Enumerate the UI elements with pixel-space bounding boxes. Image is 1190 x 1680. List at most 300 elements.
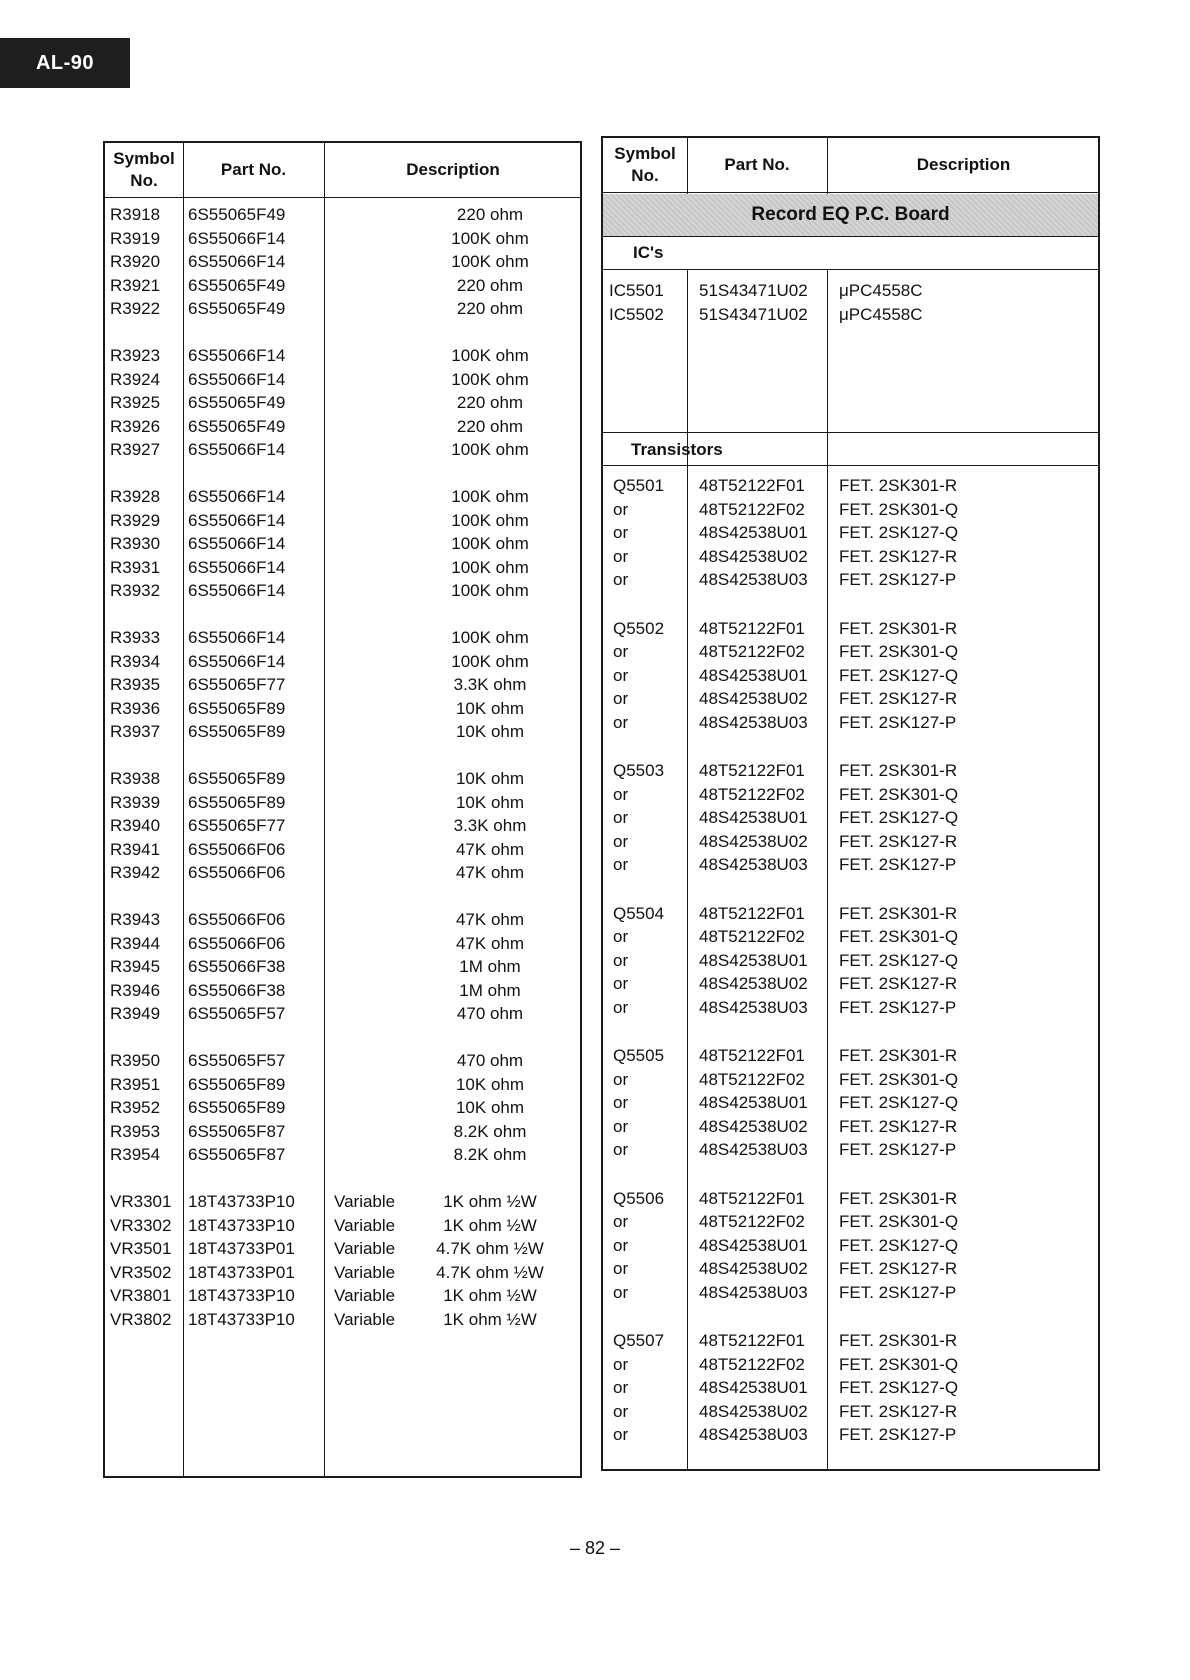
description-cell: 470 ohm — [456, 1051, 524, 1070]
table-row — [603, 949, 1098, 973]
part-no-cell: 48S42538U03 — [699, 997, 808, 1017]
symbol-cell: or — [613, 950, 629, 970]
symbol-cell: or — [613, 831, 629, 851]
symbol-cell: R3935 — [110, 675, 161, 694]
group-spacer — [105, 1167, 580, 1191]
part-no-cell: 6S55066F14 — [188, 651, 286, 671]
table-row — [603, 1138, 1098, 1162]
description-cell: 47K ohm — [455, 863, 525, 882]
symbol-cell: R3945 — [110, 957, 161, 976]
description-cell: 470 ohm — [456, 1004, 524, 1023]
table-row — [105, 1002, 580, 1026]
header-part-no: Part No. — [724, 155, 790, 174]
table-row — [603, 1400, 1098, 1424]
part-no-cell: 51S43471U02 — [699, 304, 808, 324]
description-cell: 220 ohm — [456, 299, 524, 318]
part-no-cell: 48S42538U01 — [699, 665, 808, 685]
description-cell: μPC4558C — [839, 281, 923, 300]
symbol-cell: or — [613, 974, 629, 993]
description-cell: FET. 2SK127-Q — [839, 950, 959, 970]
part-no-cell: 6S55065F89 — [188, 792, 286, 812]
table-row — [105, 908, 580, 932]
symbol-cell: R3921 — [110, 275, 161, 295]
part-no-cell: 6S55066F38 — [188, 980, 286, 1000]
table-row — [105, 1214, 580, 1238]
table-row — [105, 932, 580, 956]
part-no-cell: 51S43471U02 — [699, 281, 808, 300]
table-row — [105, 1073, 580, 1097]
group-spacer — [105, 885, 580, 909]
table-row — [105, 767, 580, 791]
board-title-band: Record EQ P.C. Board — [603, 194, 1098, 236]
symbol-cell: or — [613, 523, 629, 542]
description-cell: FET. 2SK301-R — [839, 903, 958, 923]
description-cell: 100K ohm — [451, 628, 529, 647]
symbol-cell: R3942 — [110, 863, 161, 882]
record-eq-parts-table — [601, 136, 1100, 1471]
description-cell: 220 ohm — [456, 275, 524, 295]
symbol-cell: R3949 — [110, 1004, 161, 1023]
symbol-cell: or — [613, 1116, 629, 1136]
table-row — [105, 438, 580, 462]
table-row — [105, 368, 580, 392]
part-no-cell: 6S55066F14 — [188, 346, 286, 365]
description-cell: 100K ohm — [451, 487, 529, 506]
part-no-cell: 6S55065F49 — [188, 299, 286, 318]
table-row — [603, 711, 1098, 735]
part-no-cell: 48S42538U02 — [699, 1401, 808, 1421]
part-no-cell: 6S55065F77 — [188, 675, 286, 694]
symbol-cell: R3952 — [110, 1098, 161, 1117]
table-row — [603, 1068, 1098, 1092]
symbol-cell: or — [613, 499, 629, 519]
table-row — [603, 1423, 1098, 1447]
table-row — [105, 579, 580, 603]
description-cell: FET. 2SK127-P — [839, 1140, 957, 1159]
table-row — [603, 759, 1098, 783]
table-row — [105, 485, 580, 509]
description-cell: 1M ohm — [459, 957, 521, 976]
table-row — [105, 791, 580, 815]
symbol-cell: Q5501 — [613, 476, 665, 495]
table-row — [105, 1143, 580, 1167]
part-no-cell: 6S55065F89 — [188, 1074, 286, 1094]
table-row — [105, 814, 580, 838]
group-spacer — [603, 877, 1098, 902]
description-cell: FET. 2SK301-R — [839, 1188, 958, 1208]
table-row — [603, 640, 1098, 664]
group-spacer — [105, 462, 580, 486]
table-row — [603, 1115, 1098, 1139]
table-row — [105, 297, 580, 321]
part-no-cell: 48T52122F02 — [699, 1354, 805, 1374]
part-no-cell: 6S55065F49 — [188, 416, 286, 436]
description-cell: FET. 2SK301-R — [839, 618, 958, 638]
symbol-cell: R3936 — [110, 698, 161, 718]
symbol-cell: R3940 — [110, 816, 161, 835]
part-no-cell: 48T52122F01 — [699, 618, 805, 638]
table-row — [603, 617, 1098, 641]
description-cell: FET. 2SK301-Q — [839, 499, 959, 519]
part-no-cell: 48T52122F01 — [699, 1331, 805, 1350]
symbol-cell: VR3302 — [110, 1215, 172, 1235]
part-no-cell: 48T52122F01 — [699, 1188, 805, 1208]
description-cell: FET. 2SK127-R — [839, 689, 958, 708]
table-row — [603, 1091, 1098, 1115]
symbol-cell: R3943 — [110, 910, 161, 929]
symbol-cell: or — [613, 1354, 629, 1374]
description-cell: 100K ohm — [451, 581, 529, 600]
part-no-cell: 48S42538U03 — [699, 570, 808, 589]
page-number: – 82 – — [569, 1538, 621, 1558]
part-no-cell: 6S55066F14 — [188, 510, 286, 530]
symbol-cell: R3928 — [110, 487, 161, 506]
header-symbol: Symbol No. — [614, 144, 676, 185]
part-no-cell: 48T52122F01 — [699, 761, 805, 780]
part-no-cell: 6S55065F77 — [188, 816, 286, 835]
group-spacer — [105, 321, 580, 345]
description-cell: FET. 2SK301-R — [839, 1331, 958, 1350]
part-no-cell: 48T52122F02 — [699, 499, 805, 519]
table-row — [105, 1284, 580, 1308]
symbol-cell: R3944 — [110, 933, 161, 953]
group-spacer — [603, 592, 1098, 617]
description-cell: 1K ohm ½W — [443, 1215, 537, 1235]
description-cell: FET. 2SK301-R — [839, 761, 958, 780]
table-row — [603, 1257, 1098, 1281]
part-no-cell: 6S55066F14 — [188, 581, 286, 600]
table-row — [603, 498, 1098, 522]
part-no-cell: 48S42538U02 — [699, 546, 808, 566]
symbol-cell: R3929 — [110, 510, 161, 530]
table-row — [105, 697, 580, 721]
symbol-cell: R3941 — [110, 839, 161, 859]
symbol-cell: or — [613, 1282, 629, 1302]
symbol-cell: R3938 — [110, 769, 161, 788]
model-tag: AL-90 — [0, 38, 130, 88]
symbol-cell: or — [613, 1425, 629, 1444]
table-row — [105, 203, 580, 227]
part-no-cell: 6S55065F89 — [188, 769, 286, 788]
type-cell: Variable — [334, 1239, 396, 1258]
table-row — [105, 1049, 580, 1073]
part-no-cell: 48T52122F01 — [699, 903, 805, 923]
symbol-cell: R3926 — [110, 416, 161, 436]
description-cell: 1K ohm ½W — [443, 1286, 537, 1305]
table-row — [105, 532, 580, 556]
table-row — [603, 1281, 1098, 1305]
symbol-cell: or — [613, 808, 629, 827]
table-row — [105, 650, 580, 674]
table-row — [603, 830, 1098, 854]
symbol-cell: R3920 — [110, 252, 161, 271]
table-row — [105, 1237, 580, 1261]
description-cell: FET. 2SK127-P — [839, 1282, 957, 1302]
table-row — [603, 1187, 1098, 1211]
description-cell: FET. 2SK127-R — [839, 974, 958, 993]
group-spacer — [603, 1162, 1098, 1187]
symbol-cell: IC5501 — [609, 281, 664, 300]
description-cell: FET. 2SK127-R — [839, 1259, 958, 1278]
symbol-cell: R3927 — [110, 440, 161, 459]
symbol-cell: Q5506 — [613, 1188, 665, 1208]
part-no-cell: 48T52122F01 — [699, 476, 805, 495]
table-row — [105, 1120, 580, 1144]
symbol-cell: VR3502 — [110, 1262, 172, 1282]
description-cell: 100K ohm — [451, 228, 529, 248]
part-no-cell: 6S55066F14 — [188, 534, 286, 553]
description-cell: FET. 2SK127-Q — [839, 808, 959, 827]
part-no-cell: 48S42538U01 — [699, 1235, 808, 1255]
description-cell: 10K ohm — [455, 698, 525, 718]
description-cell: 3.3K ohm — [453, 816, 527, 835]
part-no-cell: 48S42538U01 — [699, 950, 808, 970]
part-no-cell: 48T52122F02 — [699, 784, 805, 804]
part-no-cell: 18T43733P10 — [188, 1286, 295, 1305]
type-cell: Variable — [334, 1262, 396, 1282]
description-cell: 10K ohm — [455, 1098, 525, 1117]
table-row — [105, 673, 580, 697]
part-no-cell: 48S42538U02 — [699, 831, 808, 851]
description-cell: FET. 2SK301-Q — [839, 1354, 959, 1374]
description-cell: 1K ohm ½W — [443, 1309, 537, 1329]
symbol-cell: or — [613, 997, 629, 1017]
part-no-cell: 6S55066F14 — [188, 440, 286, 459]
description-cell: 100K ohm — [451, 369, 529, 389]
table-row — [603, 1329, 1098, 1353]
table-row — [105, 509, 580, 533]
description-cell: FET. 2SK127-P — [839, 712, 957, 732]
table-row — [105, 250, 580, 274]
description-cell: 220 ohm — [456, 416, 524, 436]
group-spacer — [603, 1304, 1098, 1329]
table-row — [603, 783, 1098, 807]
description-cell: 1K ohm ½W — [443, 1192, 537, 1211]
part-no-cell: 6S55066F14 — [188, 252, 286, 271]
part-no-cell: 48S42538U02 — [699, 1116, 808, 1136]
symbol-cell: R3939 — [110, 792, 161, 812]
ics-section-label: IC's — [633, 243, 664, 262]
description-cell: 47K ohm — [455, 933, 525, 953]
symbol-cell: VR3301 — [110, 1192, 172, 1211]
description-cell: FET. 2SK127-R — [839, 546, 958, 566]
table-row — [105, 1261, 580, 1285]
description-cell: 100K ohm — [451, 510, 529, 530]
group-spacer — [105, 1026, 580, 1050]
type-cell: Variable — [334, 1286, 396, 1305]
description-cell: 220 ohm — [456, 205, 524, 224]
description-cell: FET. 2SK127-Q — [839, 1235, 959, 1255]
part-no-cell: 6S55066F14 — [188, 487, 286, 506]
ics-body — [603, 279, 1098, 326]
table-row — [603, 1376, 1098, 1400]
header-description: Description — [916, 155, 1011, 174]
symbol-cell: Q5503 — [613, 761, 665, 780]
part-no-cell: 6S55065F49 — [188, 205, 286, 224]
part-no-cell: 6S55066F06 — [188, 933, 286, 953]
part-no-cell: 48T52122F01 — [699, 1046, 805, 1065]
description-cell: 100K ohm — [451, 557, 529, 577]
table-row — [603, 664, 1098, 688]
symbol-cell: or — [613, 1235, 629, 1255]
symbol-cell: or — [613, 665, 629, 685]
description-cell: FET. 2SK301-R — [839, 476, 958, 495]
symbol-cell: VR3801 — [110, 1286, 172, 1305]
description-cell: 8.2K ohm — [453, 1145, 527, 1164]
part-no-cell: 6S55065F89 — [188, 698, 286, 718]
part-no-cell: 48S42538U01 — [699, 808, 808, 827]
symbol-cell: or — [613, 1140, 629, 1159]
description-cell: FET. 2SK301-Q — [839, 784, 959, 804]
table-row — [603, 303, 1098, 327]
table-row — [603, 1353, 1098, 1377]
symbol-cell: R3930 — [110, 534, 161, 553]
symbol-cell: R3946 — [110, 980, 161, 1000]
part-no-cell: 48T52122F02 — [699, 1069, 805, 1089]
symbol-cell: or — [613, 1259, 629, 1278]
transistors-body — [603, 474, 1098, 1447]
part-no-cell: 48S42538U02 — [699, 689, 808, 708]
part-no-cell: 48T52122F02 — [699, 1212, 805, 1231]
symbol-cell: VR3501 — [110, 1239, 172, 1258]
part-no-cell: 6S55065F89 — [188, 722, 286, 741]
symbol-cell: Q5502 — [613, 618, 665, 638]
table-row — [105, 415, 580, 439]
table-row — [603, 687, 1098, 711]
description-cell: 47K ohm — [455, 839, 525, 859]
symbol-cell: R3925 — [110, 393, 161, 412]
table-row — [603, 279, 1098, 303]
part-no-cell: 48S42538U03 — [699, 1140, 808, 1159]
table-row — [105, 1096, 580, 1120]
description-cell: 10K ohm — [455, 769, 525, 788]
description-cell: 100K ohm — [451, 651, 529, 671]
part-no-cell: 18T43733P10 — [188, 1309, 295, 1329]
description-cell: FET. 2SK127-Q — [839, 665, 959, 685]
type-cell: Variable — [334, 1192, 396, 1211]
type-cell: Variable — [334, 1309, 396, 1329]
description-cell: FET. 2SK127-P — [839, 997, 957, 1017]
part-no-cell: 48S42538U03 — [699, 1425, 808, 1444]
description-cell: FET. 2SK127-P — [839, 855, 957, 874]
table-row — [105, 344, 580, 368]
part-no-cell: 48S42538U03 — [699, 855, 808, 874]
part-no-cell: 48S42538U01 — [699, 523, 808, 542]
description-cell: FET. 2SK127-P — [839, 570, 957, 589]
symbol-cell: or — [613, 712, 629, 732]
part-no-cell: 6S55065F49 — [188, 393, 286, 412]
part-no-cell: 6S55065F87 — [188, 1145, 286, 1164]
table-row — [105, 861, 580, 885]
part-no-cell: 6S55065F57 — [188, 1051, 286, 1070]
part-no-cell: 6S55066F06 — [188, 863, 286, 882]
description-cell: FET. 2SK301-R — [839, 1046, 958, 1065]
symbol-cell: R3922 — [110, 299, 161, 318]
description-cell: FET. 2SK301-Q — [839, 642, 959, 661]
description-cell: 100K ohm — [451, 534, 529, 553]
symbol-cell: or — [613, 1378, 629, 1397]
symbol-cell: or — [613, 546, 629, 566]
symbol-cell: Q5507 — [613, 1331, 665, 1350]
description-cell: μPC4558C — [839, 304, 923, 324]
description-cell: 1M ohm — [459, 980, 521, 1000]
symbol-cell: or — [613, 1401, 629, 1421]
symbol-cell: R3951 — [110, 1074, 161, 1094]
part-no-cell: 6S55066F06 — [188, 839, 286, 859]
table-row — [603, 996, 1098, 1020]
part-no-cell: 6S55065F89 — [188, 1098, 286, 1117]
symbol-cell: VR3802 — [110, 1309, 172, 1329]
symbol-cell: R3919 — [110, 228, 161, 248]
part-no-cell: 48S42538U03 — [699, 1282, 808, 1302]
description-cell: FET. 2SK127-R — [839, 1116, 958, 1136]
symbol-cell: R3937 — [110, 722, 161, 741]
table-row — [105, 720, 580, 744]
description-cell: 100K ohm — [451, 440, 529, 459]
part-no-cell: 18T43733P10 — [188, 1192, 295, 1211]
table-row — [105, 955, 580, 979]
description-cell: FET. 2SK301-Q — [839, 1069, 959, 1089]
table-row — [603, 1234, 1098, 1258]
table-row — [105, 556, 580, 580]
table-row — [603, 806, 1098, 830]
resistor-parts-table — [103, 141, 582, 1478]
part-no-cell: 48S42538U01 — [699, 1093, 808, 1112]
table-row — [105, 1308, 580, 1332]
symbol-cell: R3918 — [110, 205, 161, 224]
header-description: Description — [406, 160, 500, 179]
table-row — [603, 568, 1098, 592]
type-cell: Variable — [334, 1215, 396, 1235]
table-row — [105, 1190, 580, 1214]
group-spacer — [603, 1019, 1098, 1044]
symbol-cell: R3933 — [110, 628, 161, 647]
description-cell: 4.7K ohm ½W — [436, 1239, 544, 1258]
description-cell: FET. 2SK127-Q — [839, 523, 959, 542]
symbol-cell: or — [613, 927, 629, 946]
table-row — [603, 545, 1098, 569]
table-row — [603, 925, 1098, 949]
part-no-cell: 48S42538U02 — [699, 974, 808, 993]
table-row — [603, 521, 1098, 545]
transistors-section-label: Transistors — [631, 440, 723, 459]
symbol-cell: R3934 — [110, 651, 161, 671]
part-no-cell: 6S55066F14 — [188, 369, 286, 389]
description-cell: FET. 2SK127-Q — [839, 1378, 959, 1397]
part-no-cell: 6S55066F14 — [188, 228, 286, 248]
description-cell: FET. 2SK127-Q — [839, 1093, 959, 1112]
description-cell: 220 ohm — [456, 393, 524, 412]
symbol-cell: R3931 — [110, 557, 161, 577]
table-row — [603, 972, 1098, 996]
description-cell: 10K ohm — [455, 1074, 525, 1094]
part-no-cell: 48S42538U03 — [699, 712, 808, 732]
description-cell: 4.7K ohm ½W — [436, 1262, 544, 1282]
table-row — [105, 391, 580, 415]
part-no-cell: 6S55065F57 — [188, 1004, 286, 1023]
table-row — [105, 838, 580, 862]
description-cell: 10K ohm — [455, 792, 525, 812]
description-cell: FET. 2SK127-R — [839, 831, 958, 851]
symbol-cell: or — [613, 1212, 629, 1231]
symbol-cell: R3954 — [110, 1145, 161, 1164]
description-cell: 100K ohm — [451, 346, 529, 365]
symbol-cell: or — [613, 855, 629, 874]
symbol-cell: Q5505 — [613, 1046, 665, 1065]
part-no-cell: 6S55065F87 — [188, 1121, 286, 1141]
description-cell: 8.2K ohm — [453, 1121, 527, 1141]
symbol-cell: IC5502 — [609, 304, 664, 324]
